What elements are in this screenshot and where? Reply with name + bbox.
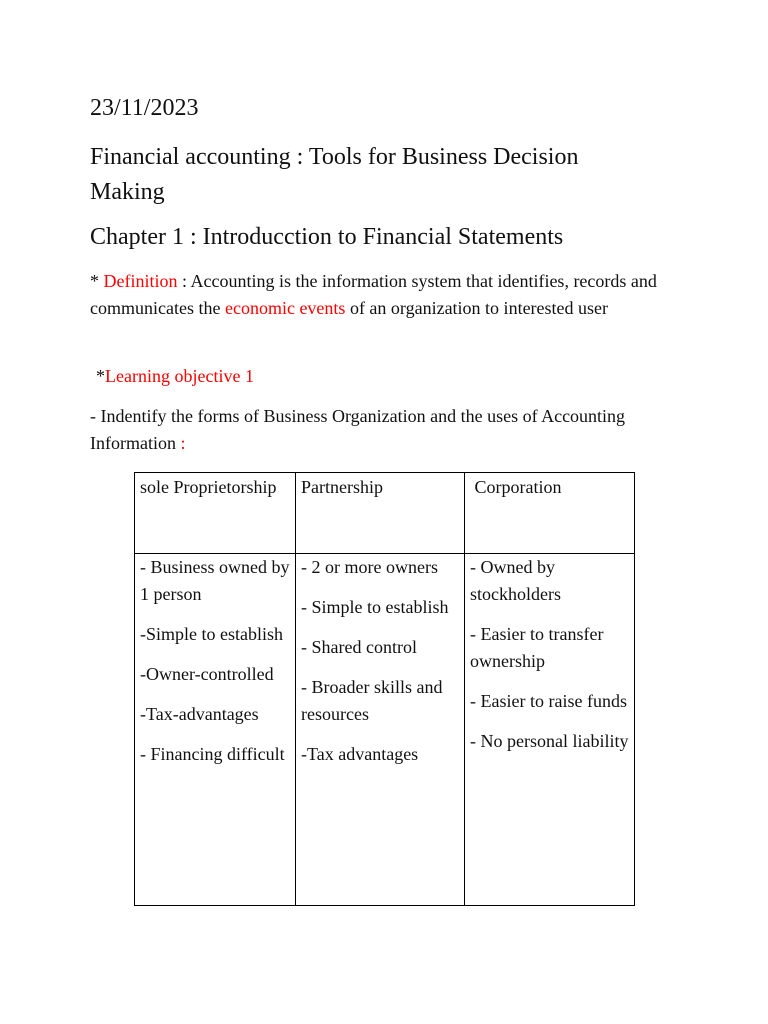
header-corporation: Corporation — [470, 477, 562, 497]
list-item: - No personal liability — [470, 731, 629, 751]
business-forms-table — [134, 472, 635, 906]
list-item: - Easier to transfer ownership — [470, 624, 604, 671]
table-header-cell — [296, 473, 465, 554]
definition-bullet: * — [90, 271, 104, 291]
learning-objective-label: Learning objective 1 — [105, 366, 254, 386]
list-item: - Shared control — [301, 637, 417, 657]
chapter-heading: Chapter 1 : Introducction to Financial Statements — [90, 224, 564, 250]
header-sole-proprietorship: sole Proprietorship — [140, 477, 277, 497]
list-item: - Broader skills and resources — [301, 677, 443, 724]
table-cell-corporation — [465, 554, 635, 906]
document-date: 23/11/2023 — [90, 95, 199, 121]
list-item: - Easier to raise funds — [470, 691, 627, 711]
list-item: -Tax advantages — [301, 744, 419, 764]
list-item: -Owner-controlled — [140, 664, 274, 684]
table-header-cell — [135, 473, 296, 554]
definition-text-before: : Accounting is the information system that identifies, records and communicates the — [90, 271, 657, 318]
table-header-row — [135, 473, 635, 554]
list-item: - Owned by stockholders — [470, 557, 561, 604]
table-row — [135, 554, 635, 906]
list-item: -Tax-advantages — [140, 704, 259, 724]
list-item: - Simple to establish — [301, 597, 449, 617]
list-item: - Financing difficult — [140, 744, 285, 764]
table-cell-sole-proprietorship — [135, 554, 296, 906]
learning-objective-bullet: * — [96, 366, 105, 386]
list-item: - 2 or more owners — [301, 557, 438, 577]
learning-objective — [96, 363, 254, 390]
definition-paragraph — [90, 268, 690, 322]
list-item: -Simple to establish — [140, 624, 283, 644]
identify-colon: : — [180, 433, 186, 453]
identify-text: - Indentify the forms of Business Organization and the uses of Accounting Information — [90, 406, 626, 453]
definition-highlight: economic events — [224, 298, 346, 318]
definition-label: Definition — [103, 271, 178, 291]
table-header-cell — [465, 473, 635, 554]
list-item: - Business owned by 1 person — [140, 557, 290, 604]
book-title: Financial accounting : Tools for Business Decision Making — [90, 144, 579, 205]
identify-paragraph — [90, 403, 650, 457]
table-cell-partnership — [296, 554, 465, 906]
definition-text-after: of an organization to interested user — [345, 298, 609, 318]
header-partnership: Partnership — [301, 477, 383, 497]
